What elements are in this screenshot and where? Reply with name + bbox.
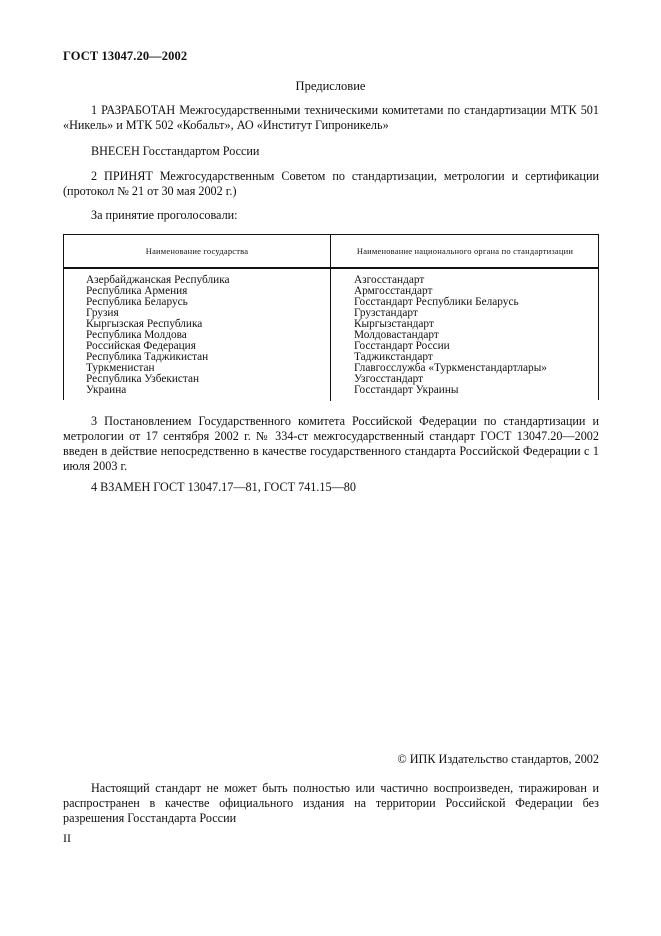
table-cell-state: Туркменистан	[86, 362, 155, 374]
table-cell-body: Госстандарт Украины	[354, 384, 459, 396]
table-cell-state: Российская Федерация	[86, 340, 196, 352]
table-cell-state: Республика Узбекистан	[86, 373, 200, 385]
table-cell-body: Таджикстандарт	[354, 351, 433, 363]
table-cell-state: Кыргызская Республика	[86, 318, 203, 330]
paragraph-resolution: 3 Постановлением Государственного комитета Российской Федерации по стандартизации и метрологии от 17 сентября 2002 г. № 334-ст межгосударственный стандарт ГОСТ 13047.20—2002 введен в действие непосредственно в качестве государственного стандарта Российской Федерации с 1 июля 2003 г.	[63, 414, 599, 473]
table-cell-state: Украина	[86, 384, 127, 396]
table-cell-state: Республика Армения	[86, 285, 188, 297]
table-cell-body: Госстандарт России	[354, 340, 450, 352]
table-cell-state: Республика Беларусь	[86, 296, 188, 308]
table-cell-body: Главгосслужба «Туркменстандартлары»	[354, 362, 547, 374]
table-cell-state: Республика Таджикистан	[86, 351, 209, 363]
copyright-notice: Настоящий стандарт не может быть полностью или частично воспроизведен, тиражирован и распространен в качестве официального издания на территории Российской Федерации без разрешения Госстандарта России	[63, 781, 599, 825]
table-cell-state: Азербайджанская Республика	[86, 274, 230, 286]
table-cell-state: Республика Молдова	[86, 329, 187, 341]
document-code: ГОСТ 13047.20—2002	[63, 49, 188, 63]
table-cell-body: Госстандарт Республики Беларусь	[354, 296, 519, 308]
paragraph-introduced: ВНЕСЕН Госстандартом России	[91, 144, 260, 158]
table-cell-body: Молдовастандарт	[354, 329, 439, 341]
table-cell-body: Азгосстандарт	[354, 274, 425, 286]
page-number: II	[63, 831, 71, 845]
paragraph-developed: 1 РАЗРАБОТАН Межгосударственными техническими комитетами по стандартизации МТК 501 «Никель» и МТК 502 «Кобальт», АО «Институт Гипроникель»	[63, 103, 599, 132]
paragraph-replaces: 4 ВЗАМЕН ГОСТ 13047.17—81, ГОСТ 741.15—80	[91, 480, 356, 494]
paragraph-voted: За принятие проголосовали:	[91, 208, 238, 222]
table-header-body: Наименование национального органа по стандартизации	[356, 246, 574, 256]
table-cell-body: Узгосстандарт	[354, 373, 424, 385]
page-title: Предисловие	[295, 79, 366, 93]
copyright: © ИПК Издательство стандартов, 2002	[397, 752, 599, 766]
table-column-states	[86, 275, 230, 396]
table-cell-body: Грузстандарт	[354, 307, 418, 319]
paragraph-adopted: 2 ПРИНЯТ Межгосударственным Советом по стандартизации, метрологии и сертификации (протокол № 21 от 30 мая 2002 г.)	[63, 169, 599, 198]
table-header	[64, 235, 598, 269]
table-column-bodies	[354, 275, 547, 396]
table-divider	[330, 267, 331, 401]
voting-table	[63, 234, 599, 400]
table-cell-body: Кыргызстандарт	[354, 318, 434, 330]
table-cell-body: Армгосстандарт	[354, 285, 433, 297]
table-cell-state: Грузия	[86, 307, 119, 319]
table-header-state: Наименование государства	[64, 235, 331, 267]
